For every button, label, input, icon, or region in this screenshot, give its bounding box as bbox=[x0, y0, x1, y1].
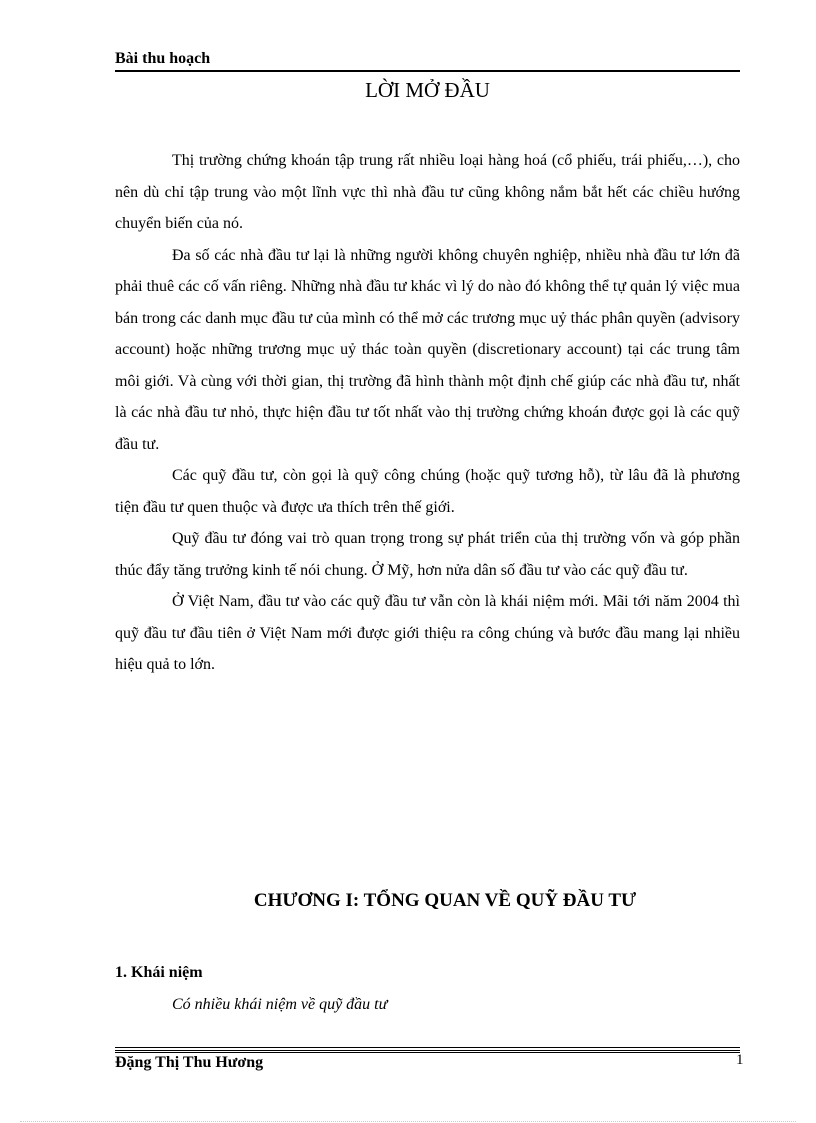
footer-rule bbox=[115, 1047, 740, 1053]
header-rule bbox=[115, 70, 740, 72]
page-edge bbox=[20, 1121, 796, 1122]
paragraph-3: Các quỹ đầu tư, còn gọi là quỹ công chúng (hoặc quỹ tương hỗ), từ lâu đã là phương tiện đầu tư quen thuộc và được ưa thích trên thế giới. bbox=[115, 467, 740, 516]
page-number: 1 bbox=[736, 1052, 744, 1068]
body-text bbox=[115, 145, 740, 681]
chapter-title: CHƯƠNG I: TỔNG QUAN VỀ QUỸ ĐẦU TƯ bbox=[253, 890, 637, 911]
header-title: Bài thu hoạch bbox=[115, 50, 211, 67]
document-title: LỜI MỞ ĐẦU bbox=[365, 78, 490, 102]
paragraph-2: Đa số các nhà đầu tư lại là những người không chuyên nghiệp, nhiều nhà đầu tư lớn đã phải thuê các cố vấn riêng. Những nhà đầu tư khác vì lý do nào đó không thể tự quản lý việc mua bán trong các danh mục đầu tư của mình có thể mở các trương mục uỷ thác phân quyền (advisory account) hoặc những trương mục uỷ thác toàn quyền (discretionary account) tại các trung tâm môi giới. Và cùng với thời gian, thị trường đã hình thành một định chế giúp các nhà đầu tư, nhất là các nhà đầu tư nhỏ, thực hiện đầu tư tốt nhất vào thị trường chứng khoán được gọi là các quỹ đầu tư. bbox=[115, 246, 740, 453]
section-heading: 1. Khái niệm bbox=[115, 964, 203, 981]
section-text: Có nhiều khái niệm về quỹ đầu tư bbox=[172, 996, 388, 1013]
paragraph-5: Ở Việt Nam, đầu tư vào các quỹ đầu tư vẫn còn là khái niệm mới. Mãi tới năm 2004 thì quỹ đầu tư đầu tiên ở Việt Nam mới được giới thiệu ra công chúng và bước đầu mang lại nhiều hiệu quả to lớn. bbox=[115, 593, 740, 673]
paragraph-4: Quỹ đầu tư đóng vai trò quan trọng trong sự phát triển của thị trường vốn và góp phần thúc đẩy tăng trưởng kinh tế nói chung. Ở Mỹ, hơn nửa dân số đầu tư vào các quỹ đầu tư. bbox=[115, 530, 740, 579]
footer-author: Đặng Thị Thu Hương bbox=[115, 1054, 264, 1071]
paragraph-1: Thị trường chứng khoán tập trung rất nhiều loại hàng hoá (cổ phiếu, trái phiếu,…), cho nên dù chỉ tập trung vào một lĩnh vực thì nhà đầu tư cũng không nắm bắt hết các chiều hướng chuyển biến của nó. bbox=[115, 152, 740, 232]
